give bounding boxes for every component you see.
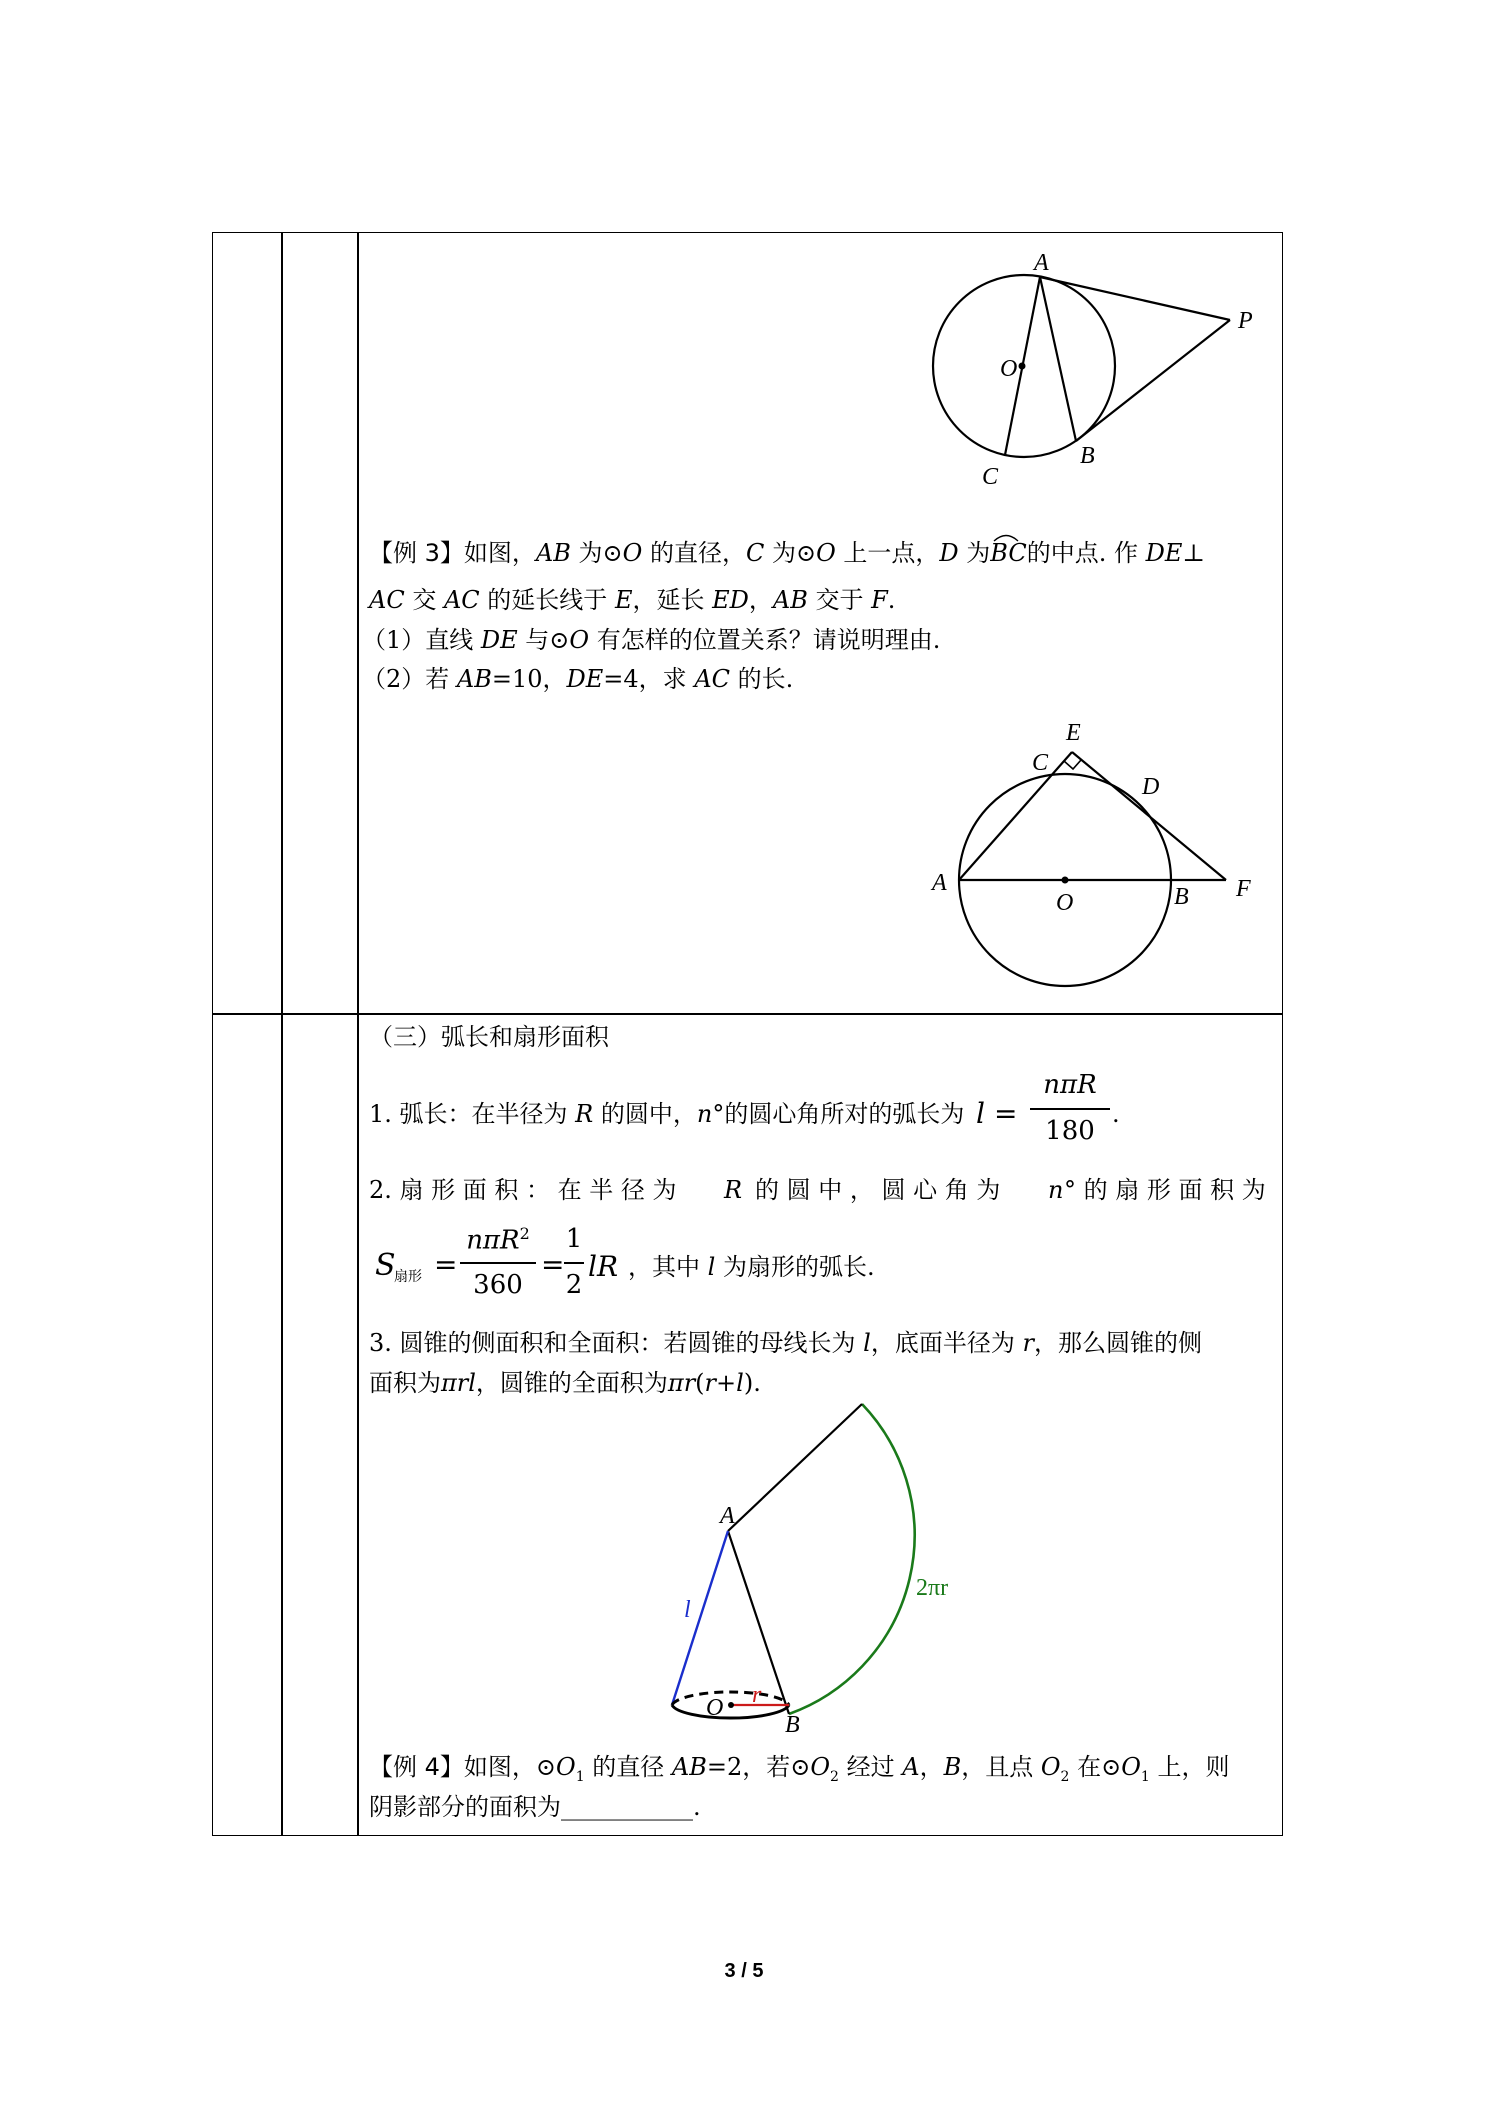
ex3-q2d: DE bbox=[566, 665, 604, 693]
formula-arc-period: . bbox=[1112, 1100, 1120, 1128]
label-p: P bbox=[1238, 308, 1253, 334]
ex4-c: 的直径 bbox=[584, 1753, 672, 1781]
formula-sector-numerator bbox=[460, 1224, 536, 1256]
formula-sector-eq1: = bbox=[434, 1248, 458, 1281]
ex3-t2j: 交于 bbox=[807, 586, 872, 614]
label-a: A bbox=[720, 1503, 735, 1529]
example3-line2 bbox=[369, 583, 895, 617]
arc-bc bbox=[990, 536, 1026, 570]
ex3-q1c: 与⊙ bbox=[517, 626, 570, 654]
example4-line2: 阴影部分的面积为___________. bbox=[369, 1793, 701, 1821]
s3-i2-r: R bbox=[724, 1176, 743, 1204]
s3-i2a: 2. 扇 形 面 积 ： 在 半 径 为 bbox=[369, 1176, 677, 1204]
label-b: B bbox=[1080, 443, 1095, 469]
ex4-d: AB bbox=[671, 1753, 707, 1781]
label-a: A bbox=[1034, 250, 1049, 276]
s3-i3m: l bbox=[736, 1369, 744, 1397]
formula-sector-eq2: = bbox=[541, 1248, 565, 1281]
ex3-t1j: D bbox=[939, 539, 959, 567]
ex3-q2c: =10， bbox=[491, 665, 567, 693]
ex3-q1d: O bbox=[569, 626, 590, 654]
ex3-t1n: DE bbox=[1145, 539, 1183, 567]
ex3-t2e: E bbox=[614, 586, 633, 614]
row-divider-left bbox=[212, 1013, 1283, 1015]
s3-i2-n: n bbox=[1048, 1176, 1064, 1204]
s3-i3f: 面积为 bbox=[369, 1369, 441, 1397]
formula-sector-fraction-bar2 bbox=[564, 1262, 584, 1264]
ex4-h: A bbox=[902, 1753, 920, 1781]
center-dot bbox=[1062, 877, 1069, 884]
ex3-t2d: 的延长线于 bbox=[479, 586, 615, 614]
s3-sup: 2 bbox=[519, 1224, 530, 1243]
label-c: C bbox=[1032, 750, 1049, 776]
s3-i3h: ，圆锥的全面积为 bbox=[475, 1369, 668, 1397]
ex3-t2c: AC bbox=[443, 586, 480, 614]
ex4-j: B bbox=[943, 1753, 962, 1781]
ex3-t2g: ED bbox=[712, 586, 749, 614]
ex3-q1b: DE bbox=[480, 626, 518, 654]
s3-i2t-a: ，其中 bbox=[628, 1253, 708, 1281]
sector-arc-2pi-r bbox=[789, 1404, 915, 1714]
center-dot bbox=[1019, 363, 1026, 370]
ex3-q2e: =4，求 bbox=[603, 665, 695, 693]
example4-line1 bbox=[369, 1750, 1229, 1794]
ex4-l-sub: 2 bbox=[1060, 1768, 1070, 1785]
ex3-t1m: 的中点. 作 bbox=[1026, 539, 1146, 567]
s3-i3j: ( bbox=[695, 1369, 705, 1397]
column-divider-1 bbox=[281, 232, 283, 1836]
ex4-n-sub: 1 bbox=[1140, 1768, 1150, 1785]
right-angle-mark bbox=[1064, 760, 1081, 769]
ex3-t2b: 交 bbox=[404, 586, 444, 614]
formula-arc-l: l bbox=[976, 1097, 985, 1130]
label-a: A bbox=[932, 870, 947, 896]
s3-i3k: r bbox=[704, 1369, 717, 1397]
ex3-q1e: 有怎样的位置关系？请说明理由. bbox=[589, 626, 941, 654]
sector-radius-top bbox=[728, 1404, 862, 1531]
ex3-t1c: 为⊙ bbox=[570, 539, 623, 567]
column-divider-2 bbox=[357, 232, 359, 1836]
ex3-t2i: AB bbox=[772, 586, 808, 614]
formula-sector-denominator: 360 bbox=[473, 1270, 523, 1300]
ex3-q2b: AB bbox=[456, 665, 492, 693]
ex3-t1o: ⊥ bbox=[1182, 539, 1205, 567]
formula-arc-fraction-bar bbox=[1030, 1108, 1110, 1110]
section3-item3-line1 bbox=[369, 1326, 1202, 1360]
label-l: l bbox=[684, 1597, 691, 1623]
segment-ab bbox=[1040, 277, 1076, 441]
formula-arc-numerator: nπR bbox=[1043, 1070, 1097, 1100]
label-o: O bbox=[1056, 890, 1074, 916]
formula-arc-denominator: 180 bbox=[1045, 1116, 1095, 1146]
ex3-q1a: （1）直线 bbox=[362, 626, 481, 654]
ex3-t1e: 的直径， bbox=[642, 539, 746, 567]
formula-arc-eq: = bbox=[994, 1097, 1018, 1130]
formula-sector-subscript: 扇形 bbox=[394, 1269, 422, 1285]
example3-line1 bbox=[369, 536, 1205, 570]
label-2pi-r: 2πr bbox=[916, 1575, 949, 1601]
label-r: r bbox=[752, 1682, 762, 1708]
example3-question1 bbox=[362, 623, 940, 657]
slant-height-l bbox=[672, 1531, 728, 1705]
s3-i3e: ，那么圆锥的侧 bbox=[1033, 1329, 1202, 1357]
ex4-k: ，且点 bbox=[961, 1753, 1041, 1781]
section3-heading: （三）弧长和扇形面积 bbox=[369, 1023, 609, 1051]
ex3-t2l: . bbox=[887, 586, 896, 614]
ex3-t2a: AC bbox=[369, 586, 405, 614]
label-e: E bbox=[1066, 720, 1081, 746]
s3-i1b: R bbox=[575, 1100, 594, 1128]
ex4-o: 上，则 bbox=[1149, 1753, 1230, 1781]
ex3-t1g: 为⊙ bbox=[764, 539, 817, 567]
label-f: F bbox=[1236, 876, 1251, 902]
s3-num1: nπR bbox=[466, 1225, 520, 1256]
s3-i3b: l bbox=[863, 1329, 871, 1357]
s3-i3c: ，底面半径为 bbox=[870, 1329, 1023, 1357]
s3-i3d: r bbox=[1022, 1329, 1034, 1357]
ex4-a: 如图，⊙ bbox=[463, 1753, 557, 1781]
ex3-q2a: （2）若 bbox=[362, 665, 457, 693]
ex3-q2g: 的长. bbox=[730, 665, 794, 693]
base-center-dot bbox=[728, 1702, 734, 1708]
s3-i2t-c: 为扇形的弧长. bbox=[715, 1253, 875, 1281]
example4-title: 【例 4】 bbox=[369, 1753, 464, 1781]
ex4-l: O bbox=[1040, 1753, 1061, 1781]
ex4-b: O bbox=[556, 1753, 576, 1781]
ex4-m: 在⊙ bbox=[1069, 1753, 1122, 1781]
ex4-e: =2，若⊙ bbox=[706, 1753, 811, 1781]
formula-sector-half-den: 2 bbox=[565, 1270, 583, 1300]
ex3-t1i: 上一点， bbox=[835, 539, 940, 567]
ex4-g: 经过 bbox=[838, 1753, 903, 1781]
ex4-i: ， bbox=[919, 1753, 944, 1781]
ex3-t1d: O bbox=[622, 539, 643, 567]
section3-item2-line1 bbox=[369, 1173, 677, 1207]
s3-i3g: πrl bbox=[441, 1369, 476, 1397]
label-b: B bbox=[1174, 884, 1189, 910]
ex4-n: O bbox=[1121, 1753, 1141, 1781]
page-number: 3 / 5 bbox=[724, 1960, 764, 1982]
section3-item1 bbox=[369, 1097, 964, 1131]
section3-item2-tail bbox=[628, 1250, 875, 1284]
ex3-t1f: C bbox=[745, 539, 765, 567]
ex3-t2h: ， bbox=[748, 586, 773, 614]
label-b: B bbox=[785, 1712, 800, 1738]
s3-i2t-b: l bbox=[707, 1253, 716, 1281]
segment-ae bbox=[959, 752, 1072, 880]
formula-sector-s: S bbox=[375, 1248, 396, 1283]
s3-i3l: + bbox=[716, 1369, 737, 1397]
formula-sector-lr: lR bbox=[588, 1250, 619, 1283]
s3-i2b: 的 圆 中 ， 圆 心 角 为 bbox=[755, 1176, 1001, 1204]
s3-i1e: °的圆心角所对的弧长为 bbox=[712, 1100, 965, 1128]
example3-question2 bbox=[362, 662, 793, 696]
figure-cone-net bbox=[640, 1395, 949, 1738]
s3-i2c: ° 的 扇 形 面 积 为 bbox=[1064, 1176, 1266, 1204]
label-c: C bbox=[982, 464, 999, 490]
arc-mark-icon bbox=[992, 532, 1020, 542]
example3-title: 【例 3】 bbox=[369, 539, 464, 567]
ex4-f: O bbox=[810, 1753, 831, 1781]
ex3-q2f: AC bbox=[694, 665, 731, 693]
ex3-t2f: ，延长 bbox=[632, 586, 713, 614]
s3-i1c: 的圆中， bbox=[593, 1100, 697, 1128]
ex4-b-sub: 1 bbox=[575, 1768, 585, 1785]
ex4-f-sub: 2 bbox=[830, 1768, 839, 1785]
s3-i3i: πr bbox=[667, 1369, 696, 1397]
ex3-t1b: AB bbox=[535, 539, 571, 567]
figure-tangent-circle bbox=[900, 248, 1280, 498]
ex3-t1a: 如图， bbox=[463, 539, 536, 567]
s3-i3a: 3. 圆锥的侧面积和全面积：若圆锥的母线长为 bbox=[369, 1329, 864, 1357]
ex3-t1h: O bbox=[816, 539, 836, 567]
segment-bp bbox=[1076, 320, 1230, 441]
formula-sector-half-num: 1 bbox=[565, 1224, 583, 1254]
ex3-t2k: F bbox=[871, 586, 888, 614]
s3-i3n: ). bbox=[743, 1369, 761, 1397]
label-o: O bbox=[706, 1695, 724, 1721]
s3-i1a: 1. 弧长：在半径为 bbox=[369, 1100, 576, 1128]
ex3-t1l: BC bbox=[990, 539, 1027, 567]
segment-ap bbox=[1040, 277, 1230, 320]
label-d: D bbox=[1142, 774, 1160, 800]
ex3-t1k: 为 bbox=[958, 539, 991, 567]
figure-example3 bbox=[930, 718, 1270, 1010]
label-o: O bbox=[1000, 356, 1018, 382]
segment-ef bbox=[1072, 752, 1226, 880]
formula-sector-fraction-bar1 bbox=[460, 1262, 536, 1264]
s3-i1d: n bbox=[696, 1100, 713, 1128]
